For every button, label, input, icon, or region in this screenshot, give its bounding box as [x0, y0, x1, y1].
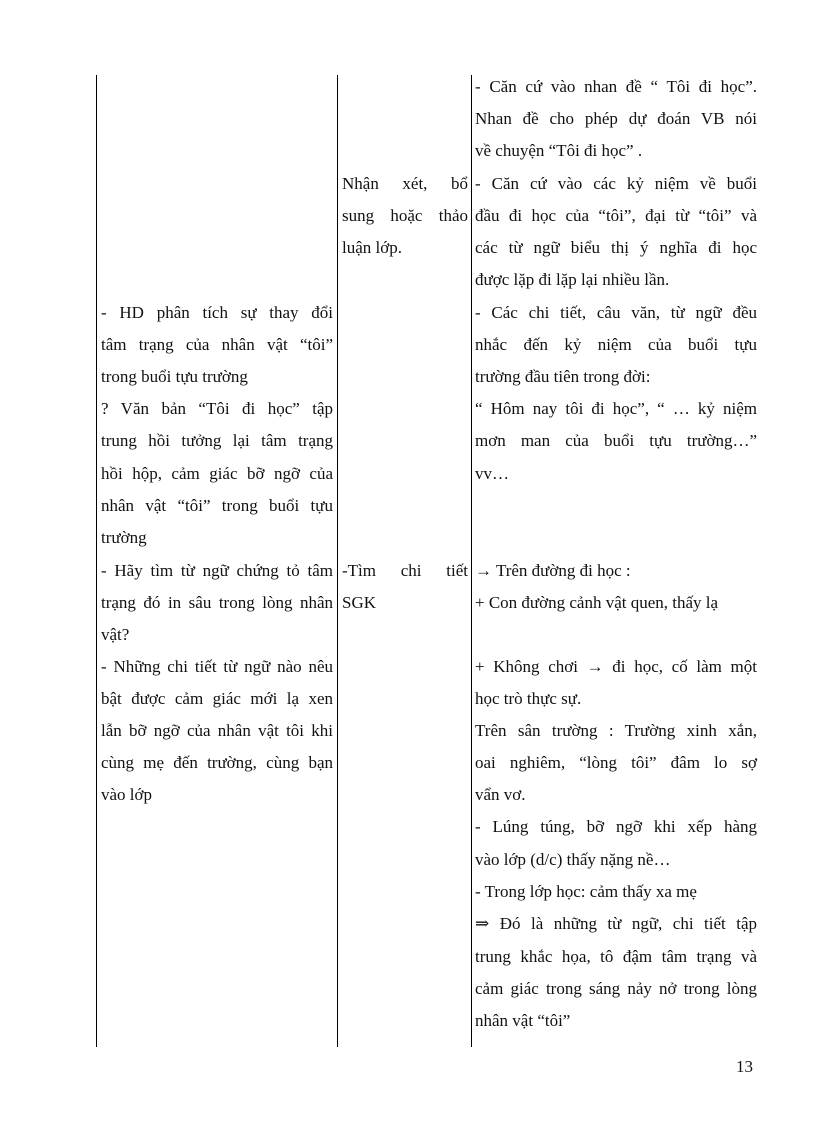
col3-line: vẩn vơ.	[475, 785, 526, 804]
col3-line: - Căn cứ vào nhan đề “ Tôi đi học”.	[475, 77, 757, 96]
col3-line: - Các chi tiết, câu văn, từ ngữ đều	[475, 303, 757, 322]
table-border-col3	[471, 75, 472, 1047]
col1-line: trường	[101, 528, 147, 547]
col3-line: về chuyện “Tôi đi học” .	[475, 141, 643, 160]
col1-line: - Những chi tiết từ ngữ nào nêu	[101, 657, 333, 676]
col3-line: nhắc đến kỷ niệm của buổi tựu	[475, 335, 757, 354]
col2-line: SGK	[342, 593, 377, 612]
col3-line: + Không chơi → đi học, cố làm một	[475, 657, 757, 676]
col1-line: trung hồi tưởng lại tâm trạng	[101, 431, 333, 450]
col3-line: + Con đường cảnh vật quen, thấy lạ	[475, 593, 719, 612]
col3-line: đầu đi học của “tôi”, đại từ “tôi” và	[475, 206, 757, 225]
col3-line: học trò thực sự.	[475, 689, 582, 708]
col3-line: được lặp đi lặp lại nhiều lần.	[475, 270, 670, 289]
col3-line: → Trên đường đi học :	[475, 561, 631, 580]
col3-line: các từ ngữ biểu thị ý nghĩa đi học	[475, 238, 757, 257]
col2-line: Nhận xét, bổ	[342, 174, 468, 193]
col1-line: trong buổi tựu trường	[101, 367, 248, 386]
col3-line: oai nghiêm, “lòng tôi” đâm lo sợ	[475, 753, 757, 772]
col3-line: ⇒ Đó là những từ ngữ, chi tiết tập	[475, 914, 757, 933]
col1-line: - HD phân tích sự thay đổi	[101, 303, 333, 322]
col3-line: trường đầu tiên trong đời:	[475, 367, 651, 386]
col3-line: - Trong lớp học: cảm thấy xa mẹ	[475, 882, 697, 901]
col2-line: -Tìm chi tiết	[342, 561, 468, 580]
col3-line: “ Hôm nay tôi đi học”, “ … kỷ niệm	[475, 399, 757, 418]
table-border-col2	[337, 75, 338, 1047]
col2-line: luận lớp.	[342, 238, 402, 257]
col1-line: nhân vật “tôi” trong buổi tựu	[101, 496, 333, 515]
col1-line: bật được cảm giác mới lạ xen	[101, 689, 333, 708]
col3-line: mơn man của buổi tựu trường…”	[475, 431, 757, 450]
col1-line: cùng mẹ đến trường, cùng bạn	[101, 753, 333, 772]
col3-line: vào lớp (d/c) thấy nặng nề…	[475, 850, 671, 869]
col3-line: vv…	[475, 464, 509, 483]
col1-line: trạng đó in sâu trong lòng nhân	[101, 593, 333, 612]
table-border-left	[96, 75, 97, 1047]
col3-line: Nhan đề cho phép dự đoán VB nói	[475, 109, 757, 128]
col1-line: hồi hộp, cảm giác bỡ ngỡ của	[101, 464, 333, 483]
col3-line: - Lúng túng, bỡ ngỡ khi xếp hàng	[475, 817, 757, 836]
col2-line: sung hoặc thảo	[342, 206, 468, 225]
col3-line: - Căn cứ vào các kỷ niệm về buổi	[475, 174, 757, 193]
col1-line: vào lớp	[101, 785, 153, 804]
col3-line: cảm giác trong sáng nảy nở trong lòng	[475, 979, 757, 998]
col1-line: lẫn bỡ ngỡ của nhân vật tôi khi	[101, 721, 333, 740]
col3-line: Trên sân trường : Trường xinh xắn,	[475, 721, 757, 740]
col3-line: nhân vật “tôi”	[475, 1011, 571, 1030]
col1-line: ? Văn bản “Tôi đi học” tập	[101, 399, 333, 418]
col1-line: vật?	[101, 625, 130, 644]
col1-line: tâm trạng của nhân vật “tôi”	[101, 335, 333, 354]
page-number: 13	[736, 1057, 753, 1076]
col3-line: trung khắc họa, tô đậm tâm trạng và	[475, 947, 757, 966]
col1-line: - Hãy tìm từ ngữ chứng tỏ tâm	[101, 561, 333, 580]
